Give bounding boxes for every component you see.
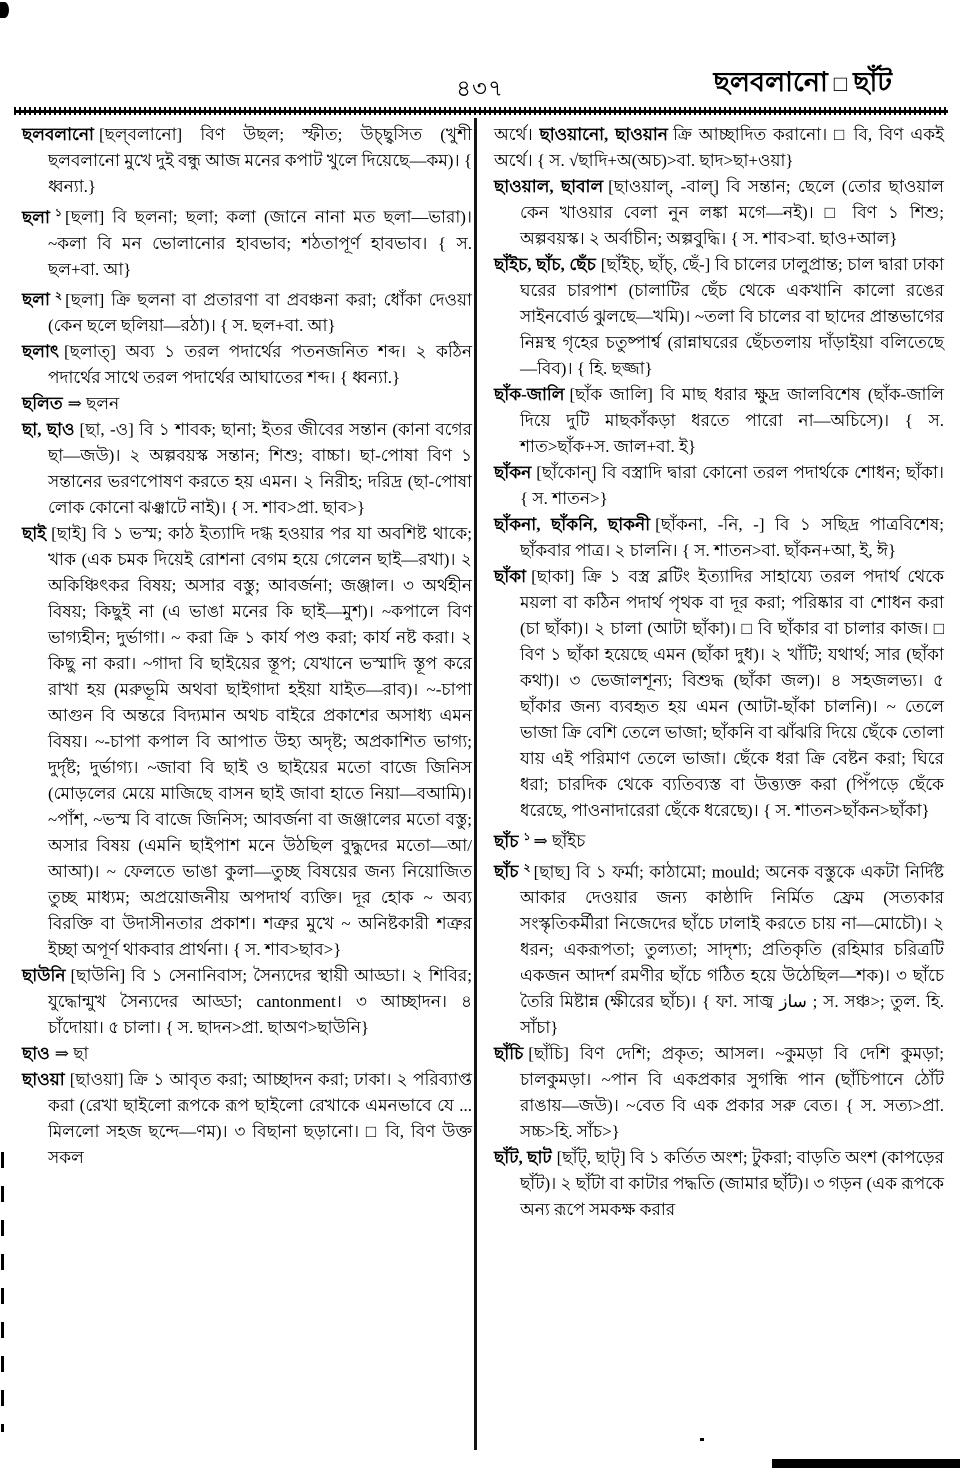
- dictionary-entry: [494, 174, 944, 252]
- headword: ছাও: [22, 1044, 50, 1064]
- dictionary-entry: [494, 564, 944, 824]
- dictionary-entry: [22, 122, 472, 200]
- page-number: ৪৩৭: [456, 76, 504, 101]
- entry-body: [ছাঁচি] বিণ দেশি; প্রকৃত; আসল। ~কুমড়া বি দেশি কুমড়া; চালকুমড়া। ~পান বি একপ্রকার সুগন্ধি পান (ছাঁচিপানে ঠোঁট রাঙায়—জউ)। ~বেত বি এক প্রকার সরু বেত। { স. সত্য>প্রা. সচ্চ>হি. সাঁচ>}: [520, 1044, 944, 1142]
- left-column: [22, 122, 472, 1171]
- dictionary-entry: [22, 1067, 472, 1171]
- entry-body: [ছাঁট্, ছাট্] বি ১ কর্তিত অংশ; টুকরা; বাড়তি অংশ (কাপড়ের ছাঁট)। ২ ছাঁটা বা কাটার পদ্ধতি (জামার ছাঁট)। ৩ গড়ন (এক রূপকে অন্য রূপে সমকক্ষ করার: [520, 1148, 944, 1220]
- dictionary-entry: [494, 252, 944, 382]
- entry-body: ⇒ ছলন: [67, 394, 120, 414]
- entry-body: [ছাওয়া] ক্রি ১ আবৃত করা; আচ্ছাদন করা; ঢাকা। ২ পরিব্যাপ্ত করা (রেখা ছাইলো রূপকে রূপ ছাইলো রেখাকে এমনভাবে যে ... মিললো সহজ ছন্দে—ণম)। ৩ বিছানা ছড়ানো। □ বি, বিণ উক্ত সকল: [48, 1070, 472, 1168]
- entry-body: [ছাঁক জালি] বি মাছ ধরার ক্ষুদ্র জালবিশেষ (ছাঁক-জালি দিয়ে দুটি মাছকাঁকড়া ধরতে পারো না—অচিসে)। { স. শাত>ছাঁক+স. জাল+বা. ই}: [520, 385, 944, 456]
- headword-superscript: ২: [54, 289, 63, 302]
- headword-superscript: ১: [523, 831, 531, 843]
- dictionary-entry-cross-reference: [22, 391, 472, 417]
- headword: ছাঁকা: [494, 567, 527, 586]
- entry-body: [ছাই] বি ১ ভস্ম; কাঠ ইত্যাদি দগ্ধ হওয়ার পর যা অবশিষ্ট থাকে; খাক (এক চমক দিয়েই রোশনা বেগম হয়ে গেলেন ছাই—রখা)। ২ অকিঞ্চিৎকর বিষয়; অসার বস্তু; আবর্জনা; জঞ্জাল। ৩ অর্থহীন বিষয়; কিছুই না (এ ভাঙা মনের কি ছাই—মুশ)। ~কপালে বিণ ভাগ্যহীন; দুর্ভাগা। ~ করা ক্রি ১ কার্য পণ্ড করা; কার্য নষ্ট করা। ২ কিছু না করা। ~গাদা বি ছাইয়ের স্তূপ; যেখানে ভস্মাদি স্তূপ করে রাখা হয় (মরুভূমি অথবা ছাইগাদা হইয়া যাইত—রাব)। ~-চাপা আগুন বি অন্তরে বিদ্যমান অথচ বাইরে প্রকাশের অসাধ্য এমন বিষয়। ~-চাপা কপাল বি আপাত উহ্য অদৃষ্ট; অপ্রকাশিত ভাগ্য; দুর্দৃষ্ট; দুর্ভাগ্য। ~জাবা বি ছাই ও ছাইয়ের মতো বাজে জিনিস (মোড়লের মেয়ে মাজিছে বাসন ছাই জাবা হাতে নিয়া—বআমি)। ~পাঁশ, ~ভস্ম বি বাজে জিনিস; আবর্জনা বা জঞ্জালের মতো বস্তু; অসার বিষয় (এমনি ছাইপাশ মনে উঠছিল বুদ্ধুদের মতো—আ/আআ)। ~ ফেলতে ভাঙা কুলা—তুচ্ছ বিষয়ের জন্য নিয়োজিত তুচ্ছ মাধ্যম; অপ্রয়োজনীয় অপদার্থ ব্যক্তি। দূর হোক ~ অব্য বিরক্তি বা উদাসীনতার প্রকাশ। শত্রুর মুখে ~ অনিষ্টকারী শত্রুর ইচ্ছা অপূর্ণ থাকবার প্রার্থনা। { স. শাব>ছাব>}: [48, 524, 472, 960]
- headword: ছাঁচি: [494, 1044, 524, 1064]
- right-column: [494, 122, 944, 1223]
- dictionary-entry: [494, 1041, 944, 1145]
- dictionary-entry: [494, 1145, 944, 1223]
- scan-artifact-margin-dashes: [1, 1152, 4, 1432]
- headword: ছাঁকনা, ছাঁকনি, ছাকনী: [494, 515, 651, 534]
- square-separator-icon: □: [833, 71, 848, 96]
- dictionary-entry: [22, 283, 472, 340]
- entry-body: [ছা, -ও] বি ১ শাবক; ছানা; ইতর জীবের সন্তান (কানা বগের ছা—জউ)। ২ অল্পবয়স্ক সন্তান; শিশু; বাচ্চা। ছা-পোষা বিণ ১ সন্তানের ভরণপোষণ করতে হয় এমন। ২ নিরীহ; দরিদ্র (ছা-পোষা লোক কোনো ঝঞ্ঝাটে নাই)। { স. শাব>প্রা. ছাব>}: [48, 420, 472, 518]
- headword: ছাই: [22, 524, 47, 544]
- scan-artifact-speck: [700, 1438, 704, 1441]
- entry-body: [ছাঁইচ্, ছাঁচ্, ছেঁ-] বি চালের ঢালুপ্রান্ত; চাল দ্বারা ঢাকা ঘরের চারপাশ (চালাটির ছেঁচ থেকে একখানি কালো রঙের সাইনবোর্ড ঝুলছে—খমি)। ~তলা বি চালের বা ছাদের প্রান্তভাগের নিম্নস্থ গৃহের চতুষ্পার্শ্ব (রান্নাঘরের ছেঁচতলায় দাঁড়াইয়া বলিতেছে—বিব)। { হি. ছজ্জা}: [520, 255, 945, 378]
- entry-body: [ছাওয়াল্, -বাল্] বি সন্তান; ছেলে (তোর ছাওয়াল কেন খাওয়ার বেলা নুন লঙ্কা মগে—নই)। □ বিণ ১ শিশু; অল্পবয়স্ক। ২ অর্বাচীন; অল্পবুদ্ধি। { স. শাব>বা. ছাও+আল}: [520, 177, 944, 248]
- entry-body: [ছলা] ক্রি ছলনা বা প্রতারণা বা প্রবঞ্চনা করা; ধোঁকা দেওয়া (কেন ছলে ছলিয়া—রঠা)। { স. ছল+বা. আ}: [48, 290, 472, 336]
- entry-body: ⇒ ছাঁইচ: [533, 831, 586, 851]
- headword: ছলবলানো: [22, 125, 94, 144]
- entry-body: [ছাউনি] বি ১ সেনানিবাস; সৈন্যদের স্থায়ী আড্ডা। ২ শিবির; যুদ্ধোন্মুখ সৈন্যদের আড্ডা; cantonment। ৩ আচ্ছাদন। ৪ চাঁদোয়া। ৫ চালা। { স. ছাদন>প্রা. ছাঅণ>ছাউনি}: [48, 966, 472, 1038]
- entry-body: [ছাঁকনা, -নি, -] বি ১ সছিদ্র পাত্রবিশেষ; ছাঁকবার পাত্র। ২ চালনি। { স. শাতন>বা. ছাঁকন+আ, ই, ঈ}: [520, 515, 944, 560]
- entry-body: [ছল্‌বলানো] বিণ উছল; স্ফীত; উচ্ছ্বসিত (খুশী ছলবলানো মুখে দুই বন্ধু আজ মনের কপাট খুলে দিয়েছে—কম)। { ধ্বন্যা.}: [48, 125, 472, 196]
- headword: ছাওয়াল, ছাবাল: [494, 177, 604, 196]
- dictionary-entry: [22, 200, 472, 283]
- decorative-rule: [14, 107, 948, 115]
- dictionary-entry: [494, 855, 944, 1042]
- subentry-headword: ছাওয়ানো, ছাওয়ান: [539, 125, 668, 144]
- dictionary-entry-cross-reference: [22, 1041, 472, 1067]
- dictionary-entry: [22, 521, 472, 963]
- continuation-text: অর্থে।: [494, 125, 533, 144]
- headword-superscript: ২: [523, 861, 531, 874]
- entry-body: ⇒ ছা: [54, 1044, 89, 1064]
- entry-body: [ছাছ] বি ১ ফর্মা; কাঠামো; mould; অনেক বস্তুকে একটা নির্দিষ্ট আকার দেওয়ার জন্য কাষ্ঠাদি নির্মিত ফ্রেম (সত্যকার সংস্কৃতিকর্মীরা নিজেদের ছাঁচে ঢালাই করতে চায় না—মোচৌ)। ২ ধরন; একরূপতা; তুল্যতা; সাদৃশ্য; প্রতিকৃতি (রহিমার চরিত্রটি একজন আদর্শ রমণীর ছাঁচে গঠিত হয়ে উঠেছিল—শক)। ৩ ছাঁচে তৈরি মিষ্টান্ন (ক্ষীরের ছাঁচ)। { ফা. সাজ্ব ساز ; স. সঞ্চ>; তুল. হি. সাঁচা}: [520, 862, 944, 1038]
- running-head-last-word: ছাঁট: [853, 67, 892, 97]
- headword: ছলিত: [22, 394, 63, 414]
- dictionary-entry: [22, 963, 472, 1041]
- headword: ছলা: [22, 290, 50, 310]
- dictionary-entry: [494, 512, 944, 564]
- scan-artifact-blob: [0, 2, 9, 18]
- running-head-first-word: ছলবলানো: [713, 67, 828, 97]
- dictionary-entry: [494, 460, 944, 512]
- dictionary-entry: [494, 382, 944, 460]
- headword: ছাঁচ: [494, 862, 519, 882]
- entry-body: [ছলা] বি ছলনা; ছলা; কলা (জানে নানা মত ছলা—ভারা)। ~কলা বি মন ভোলানোর হাবভাব; শঠতাপূর্ণ হাবভাব। { স. ছল+বা. আ}: [48, 207, 472, 279]
- headword: ছাঁচ: [494, 831, 519, 851]
- headword: ছাঁকন: [494, 463, 532, 482]
- headword: ছলাৎ: [22, 342, 59, 362]
- entry-body: [ছলাত্] অব্য ১ তরল পদার্থের পতনজনিত শব্দ। ২ কঠিন পদার্থের সাথে তরল পদার্থের আঘাতের শব্দ। { ধ্বন্যা.}: [48, 342, 472, 388]
- entry-body: [ছাকা] ক্রি ১ বস্ত্র ব্লটিং ইত্যাদির সাহায্যে তরল পদার্থ থেকে ময়লা বা কঠিন পদার্থ পৃথক বা দূর করা; পরিষ্কার বা শোধন করা (চা ছাঁকা)। ২ চালা (আটা ছাঁকা)। □ বি ছাঁকার বা চালার কাজ। □ বিণ ১ ছাঁকা হয়েছে এমন (ছাঁকা দুধ)। ২ খাঁটি; যথার্থ; সার (ছাঁকা কথা)। ৩ ভেজালশূন্য; বিশুদ্ধ (ছাঁকা জল)। ৪ সহজলভ্য। ৫ ছাঁকার জন্য ব্যবহৃত হয় এমন (আটা-ছাঁকা চালনি)। ~ তেলে ভাজা ক্রি বেশি তেলে ভাজা; ছাঁকনি বা ঝাঁঝরি দিয়ে ছেঁকে তোলা যায় এই পরিমাণ তেলে ভাজা। ছেঁকে ধরা ক্রি বেষ্টন করা; ঘিরে ধরা; চারদিক থেকে ব্যতিব্যস্ত বা উত্ত্যক্ত করা (পিঁপড়ে ছেঁকে ধরেছে, পাওনাদারেরা ছেঁকে ধরেছে)। { স. শাতন>ছাঁকন>ছাঁকা}: [520, 567, 944, 820]
- headword: ছাঁক-জালি: [494, 385, 565, 404]
- entry-body: ক্রি আচ্ছাদিত করানো। □ বি, বিণ একই অর্থে। { স. √ছাদি+অ(অচ)>বা. ছাদ>ছা+ওয়া}: [494, 125, 945, 170]
- headword: ছা, ছাও: [22, 420, 75, 440]
- running-head: [714, 62, 892, 107]
- headword: ছাউনি: [22, 966, 66, 986]
- headword: ছাঁট, ছাট: [494, 1148, 552, 1168]
- dictionary-entry-cross-reference: [494, 824, 944, 855]
- headword: ছলা: [22, 207, 50, 227]
- scan-artifact-bar: [772, 1459, 960, 1468]
- headword: ছাওয়া: [22, 1070, 65, 1090]
- dictionary-entry-continuation: [494, 122, 944, 174]
- dictionary-entry: [22, 417, 472, 521]
- entry-body: [ছাঁকোন্] বি বস্ত্রাদি দ্বারা কোনো তরল পদার্থকে শোধন; ছাঁকা। { স. শাতন>}: [520, 463, 944, 508]
- headword: ছাঁইচ, ছাঁচ, ছেঁচ: [494, 255, 596, 274]
- dictionary-entry: [22, 339, 472, 391]
- headword-superscript: ১: [54, 207, 63, 219]
- column-divider: [474, 118, 477, 1450]
